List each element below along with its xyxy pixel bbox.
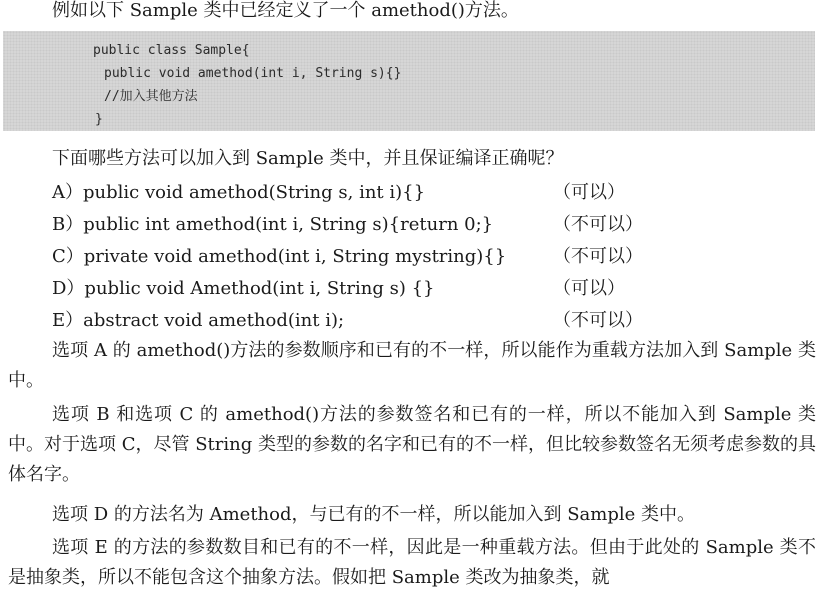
option-c-verdict: （不可以） [553, 246, 643, 267]
explanation-paragraph: 选项 A 的 amethod()方法的参数顺序和已有的不一样，所以能作为重载方法加入到 Sample 类中。 [8, 340, 816, 391]
option-d-verdict: （可以） [553, 278, 625, 299]
option-b: B）public int amethod(int i, String s){return 0;} [52, 214, 494, 235]
code-line: //加入其他方法 [104, 89, 198, 104]
code-line: } [95, 112, 103, 127]
explanation-paragraph: 选项 D 的方法名为 Amethod，与已有的不一样，所以能加入到 Sample 类中。 [52, 504, 696, 525]
option-e-verdict: （不可以） [553, 310, 643, 331]
explanation-paragraph: 选项 B 和选项 C 的 amethod()方法的参数签名和已有的一样，所以不能加入到 Sample 类中。对于选项 C，尽管 String 类型的参数的名字和已有的不一样，但比较参数签名无须考虑参数的具体名字。 [8, 404, 816, 485]
question-text: 下面哪些方法可以加入到 Sample 类中，并且保证编译正确呢？ [52, 148, 564, 169]
option-b-verdict: （不可以） [553, 214, 643, 235]
code-line: public class Sample{ [93, 43, 250, 58]
option-e: E）abstract void amethod(int i); [52, 310, 345, 331]
option-a: A）public void amethod(String s, int i){} [52, 182, 426, 203]
explanation-paragraph: 选项 E 的方法的参数数目和已有的不一样，因此是一种重载方法。但由于此处的 Sample 类不是抽象类，所以不能包含这个抽象方法。假如把 Sample 类改为抽象类，就 [8, 537, 816, 588]
code-line: public void amethod(int i, String s){} [104, 66, 402, 81]
option-c: C）private void amethod(int i, String mystring){} [52, 246, 507, 267]
option-d: D）public void Amethod(int i, String s) {} [52, 278, 435, 299]
option-a-verdict: （可以） [553, 182, 625, 203]
intro-text: 例如以下 Sample 类中已经定义了一个 amethod()方法。 [52, 0, 519, 21]
